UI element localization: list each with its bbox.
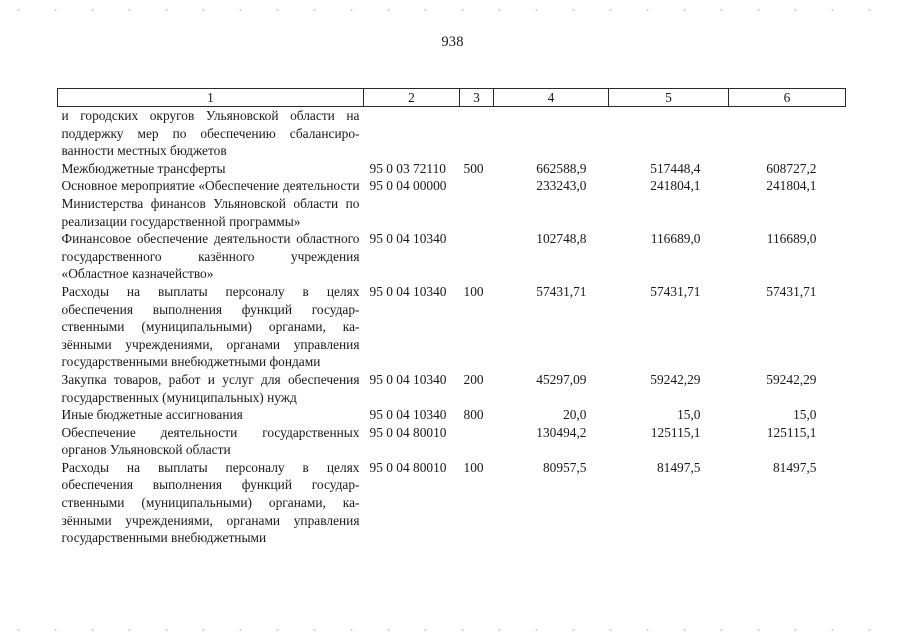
table-row <box>58 406 846 424</box>
row-target-code: 95 0 04 80010 <box>369 424 447 440</box>
row-expense-type <box>460 424 494 459</box>
table-row <box>58 371 846 406</box>
row-amount-2: 15,0 <box>677 407 701 423</box>
row-target-code: 95 0 04 10340 <box>369 407 447 423</box>
row-amount-2 <box>609 107 729 160</box>
header-col-2: 2 <box>364 89 460 107</box>
row-amount-2: 81497,5 <box>656 459 701 475</box>
row-amount-3: 608727,2 <box>766 160 817 176</box>
row-amount-1: 102748,8 <box>536 231 587 247</box>
row-expense-type: 200 <box>463 371 484 387</box>
row-amount-1: 45297,09 <box>536 371 587 387</box>
header-col-5: 5 <box>609 89 729 107</box>
budget-table <box>57 88 846 547</box>
row-amount-1: 57431,71 <box>536 283 587 299</box>
row-name: Иные бюджетные ассигнования <box>61 407 243 423</box>
row-expense-type <box>460 230 494 283</box>
row-amount-1: 233243,0 <box>536 178 587 194</box>
row-amount-2: 116689,0 <box>650 231 701 247</box>
table-row <box>58 459 846 547</box>
row-amount-2: 59242,29 <box>650 371 701 387</box>
row-amount-3: 57431,71 <box>766 283 817 299</box>
row-expense-type: 500 <box>463 160 484 176</box>
table-row <box>58 230 846 283</box>
row-name: Расходы на выплаты персоналу в целях обеспечения выполнения функций государственными (муниципальными) органами, казёнными учреждениями, органами управления государственными внебюджетными фондами <box>61 283 360 370</box>
header-col-4: 4 <box>494 89 609 107</box>
row-amount-3 <box>729 107 846 160</box>
page-number: 938 <box>441 34 464 50</box>
table-row <box>58 160 846 178</box>
row-target-code: 95 0 04 10340 <box>369 371 447 387</box>
row-name: Расходы на выплаты персоналу в целях обеспечения выполнения функций государственными (муниципальными) органами, казёнными учреждениями, органами управления государственными внебюджетными <box>61 459 360 546</box>
row-expense-type <box>460 177 494 230</box>
row-name: Закупка товаров, работ и услуг для обеспечения государственных (муниципальных) нужд <box>61 371 360 405</box>
row-amount-1 <box>494 107 609 160</box>
row-target-code <box>364 107 460 160</box>
row-amount-3: 125115,1 <box>766 424 817 440</box>
table-header-row <box>58 89 846 107</box>
row-expense-type <box>460 107 494 160</box>
row-target-code: 95 0 04 10340 <box>369 283 447 299</box>
row-amount-2: 57431,71 <box>650 283 701 299</box>
row-amount-1: 662588,9 <box>536 160 587 176</box>
header-col-6: 6 <box>729 89 846 107</box>
row-amount-1: 80957,5 <box>542 459 587 475</box>
row-expense-type: 100 <box>463 283 484 299</box>
scan-noise-top <box>0 8 905 12</box>
row-amount-2: 517448,4 <box>650 160 701 176</box>
row-name: Обеспечение деятельности государственных органов Ульяновской области <box>61 424 360 458</box>
table-row <box>58 177 846 230</box>
row-name: и городских округов Ульяновской области на поддержку мер по обеспечению сбалансированности местных бюджетов <box>61 108 360 159</box>
row-amount-3: 241804,1 <box>766 178 817 194</box>
row-amount-2: 125115,1 <box>650 424 701 440</box>
row-amount-3: 81497,5 <box>772 459 817 475</box>
header-col-1: 1 <box>58 89 364 107</box>
row-target-code: 95 0 04 80010 <box>369 459 447 475</box>
row-amount-3: 59242,29 <box>766 371 817 387</box>
row-target-code: 95 0 04 00000 <box>369 178 447 194</box>
row-expense-type: 800 <box>463 407 484 423</box>
table-row <box>58 283 846 371</box>
row-name: Основное мероприятие «Обеспечение деятельности Министерства финансов Ульяновской области по реализации государственной программы» <box>61 178 360 229</box>
table-row <box>58 424 846 459</box>
row-amount-1: 130494,2 <box>536 424 587 440</box>
row-amount-3: 116689,0 <box>766 231 817 247</box>
header-col-3: 3 <box>460 89 494 107</box>
row-amount-3: 15,0 <box>793 407 817 423</box>
row-target-code: 95 0 03 72110 <box>369 160 446 176</box>
row-name: Межбюджетные трансферты <box>61 160 226 176</box>
scan-noise-bottom <box>0 628 905 632</box>
row-amount-2: 241804,1 <box>650 178 701 194</box>
row-expense-type: 100 <box>463 459 484 475</box>
row-target-code: 95 0 04 10340 <box>369 231 447 247</box>
row-name: Финансовое обеспечение деятельности областного государственного казённого учреждения «Областное казначейство» <box>61 231 360 282</box>
table-row <box>58 107 846 160</box>
row-amount-1: 20,0 <box>563 407 587 423</box>
